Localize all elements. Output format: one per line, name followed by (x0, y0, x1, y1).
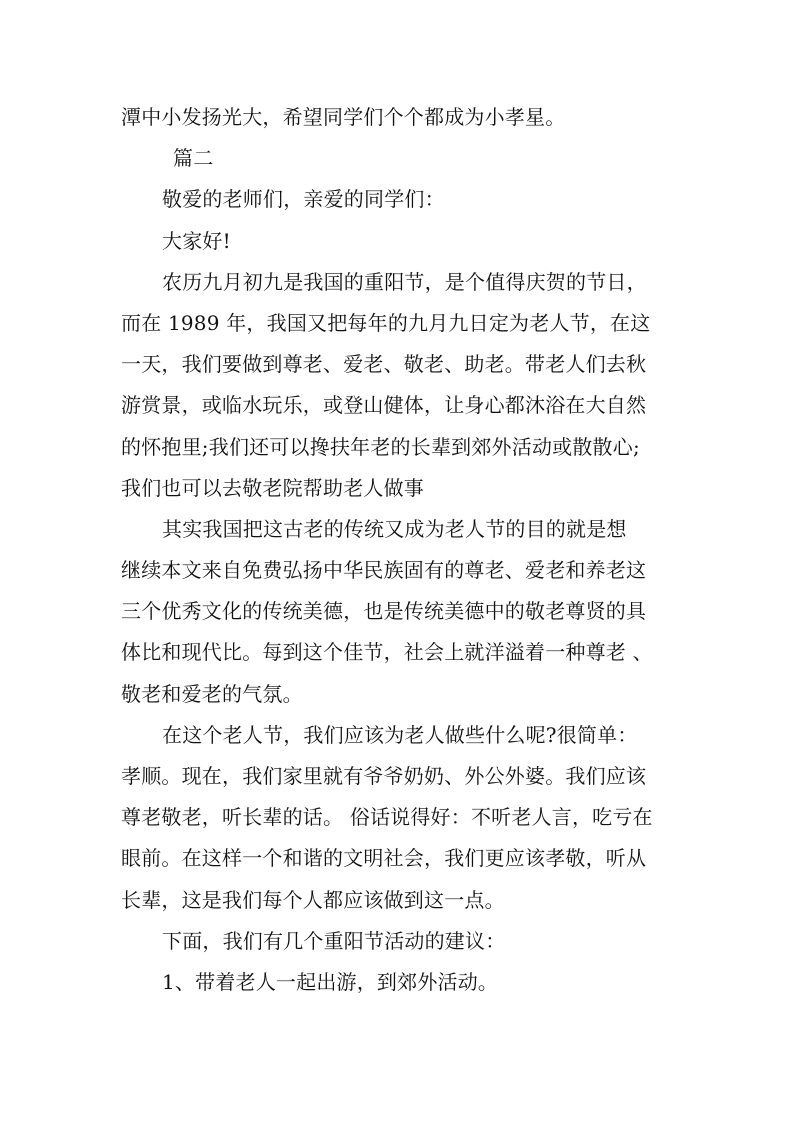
text-line: 潭中小发扬光大，希望同学们个个都成为小孝星。 (121, 105, 566, 129)
text-line: 体比和现代比。每到这个佳节，社会上就洋溢着一种尊老 、 (121, 640, 653, 665)
list-item: 1、带着老人一起出游，到郊外活动。 (162, 969, 499, 994)
text-line: 三个优秀文化的传统美德，也是传统美德中的敬老尊贤的具 (121, 599, 647, 624)
text-line: 孝顺。现在，我们家里就有爷爷奶奶、外公外婆。我们应该 (121, 764, 647, 788)
document-body (121, 97, 681, 1003)
salutation: 敬爱的老师们，亲爱的同学们： (162, 187, 445, 212)
text-line: 继续本文来自免费弘扬中华民族固有的尊老、爱老和养老这 (121, 558, 647, 583)
text-line: 的怀抱里;我们还可以搀扶年老的长辈到郊外活动或散散心; (121, 434, 640, 459)
paragraph-start: 在这个老人节，我们应该为老人做些什么呢?很简单： (162, 722, 638, 747)
paragraph-start: 其实我国把这古老的传统又成为老人节的目的就是想 (162, 516, 627, 541)
paragraph-start: 农历九月初九是我国的重阳节，是个值得庆贺的节日， (162, 269, 647, 294)
greeting: 大家好! (162, 228, 231, 253)
text-line: 一天，我们要做到尊老、爱老、敬老、助老。带老人们去秋 (121, 352, 647, 377)
text-line: 尊老敬老，听长辈的话。 俗话说得好：不听老人言，吃亏在 (121, 805, 653, 830)
text-line: 游赏景，或临水玩乐，或登山健体，让身心都沐浴在大自然 (121, 393, 647, 418)
text-line: 长辈，这是我们每个人都应该做到这一点。 (121, 887, 505, 912)
text-line: 敬老和爱老的气氛。 (121, 681, 303, 706)
paragraph-start: 下面，我们有几个重阳节活动的建议： (162, 928, 506, 953)
text-line: 眼前。在这样一个和谐的文明社会，我们更应该孝敬，听从 (121, 846, 647, 871)
section-heading: 篇二 (173, 146, 214, 171)
text-line: 我们也可以去敬老院帮助老人做事 (121, 475, 424, 500)
text-line: 而在 1989 年，我国又把每年的九月九日定为老人节，在这 (121, 310, 651, 335)
